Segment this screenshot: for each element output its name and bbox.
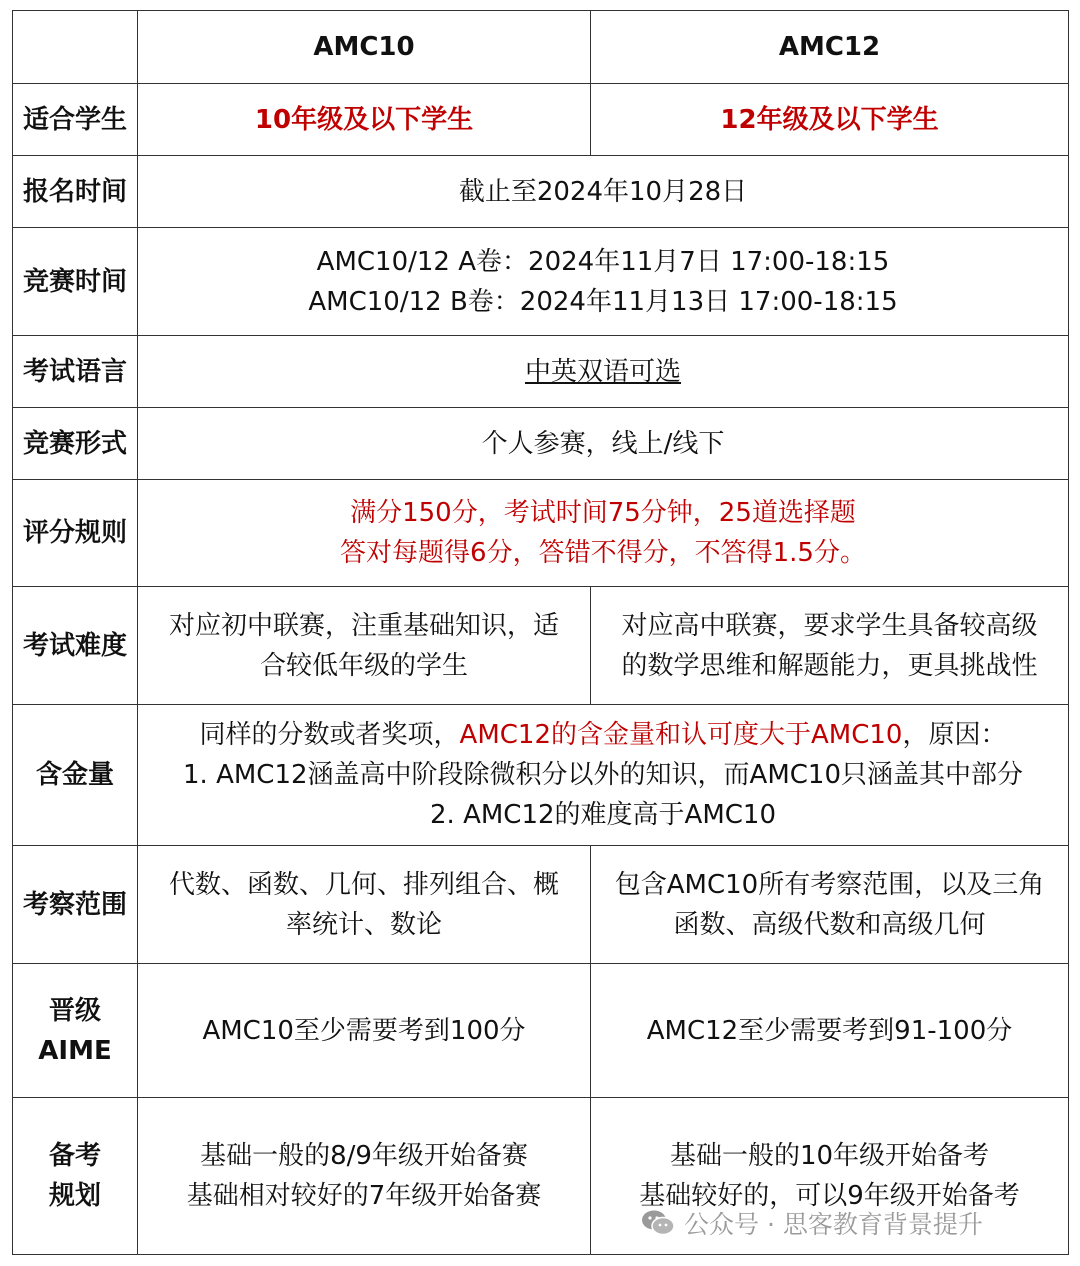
- value-line-3: 2. AMC12的难度高于AMC10: [430, 800, 776, 830]
- row-scope: [13, 846, 1069, 964]
- aime-amc10: AMC10至少需要考到100分: [138, 964, 591, 1098]
- scope-amc10-line-2: 率统计、数论: [285, 909, 442, 940]
- row-label-value: 含金量: [13, 705, 138, 846]
- language-value: 中英双语可选: [524, 356, 681, 387]
- value-line-1-highlight: AMC12的含金量和认可度大于AMC10: [459, 720, 903, 750]
- row-aime: [13, 964, 1069, 1098]
- row-suitable: [13, 84, 1069, 156]
- row-label-aime-line-2: AIME: [38, 1035, 112, 1066]
- row-label-registration: 报名时间: [13, 156, 138, 228]
- registration-deadline: 截止至2024年10月28日: [138, 156, 1069, 228]
- difficulty-amc12-line-1: 对应高中联赛，要求学生具备较高级: [621, 610, 1038, 641]
- difficulty-amc10-line-1: 对应初中联赛，注重基础知识，适: [168, 610, 559, 641]
- scope-amc12: [591, 846, 1069, 964]
- row-label-difficulty: 考试难度: [13, 587, 138, 705]
- value-line-2: 1. AMC12涵盖高中阶段除微积分以外的知识，而AMC10只涵盖其中部分: [183, 760, 1023, 790]
- scoring-line-1: 满分150分，考试时间75分钟，25道选择题: [350, 498, 856, 528]
- contest-time-b: AMC10/12 B卷：2024年11月13日 17:00-18:15: [308, 286, 898, 317]
- watermark-text: 公众号 · 思客教育背景提升: [684, 1210, 983, 1239]
- row-difficulty: [13, 587, 1069, 705]
- row-value: [13, 705, 1069, 846]
- scope-amc10: [138, 846, 591, 964]
- scoring-cell: [138, 480, 1069, 587]
- row-label-contest-time: 竞赛时间: [13, 228, 138, 336]
- suitable-amc10: 10年级及以下学生: [138, 84, 591, 156]
- scope-amc12-line-1: 包含AMC10所有考察范围，以及三角: [614, 869, 1045, 900]
- scoring-line-2: 答对每题得6分，答错不得分，不答得1.5分。: [340, 538, 866, 568]
- row-label-format: 竞赛形式: [13, 408, 138, 480]
- row-label-plan: [13, 1098, 138, 1255]
- row-scoring: [13, 480, 1069, 587]
- aime-amc12: AMC12至少需要考到91-100分: [591, 964, 1069, 1098]
- row-contest-time: [13, 228, 1069, 336]
- header-row: [13, 11, 1069, 84]
- difficulty-amc10-line-2: 合较低年级的学生: [259, 650, 468, 681]
- row-label-scope: 考察范围: [13, 846, 138, 964]
- corner-cell: [13, 11, 138, 84]
- difficulty-amc12-line-2: 的数学思维和解题能力，更具挑战性: [621, 650, 1038, 681]
- scope-amc12-line-2: 函数、高级代数和高级几何: [673, 909, 986, 940]
- plan-amc12-line-2: 基础较好的，可以9年级开始备考: [639, 1181, 1020, 1211]
- plan-amc10-line-1: 基础一般的8/9年级开始备赛: [200, 1141, 528, 1171]
- wechat-icon: [640, 1208, 676, 1238]
- suitable-amc12: 12年级及以下学生: [591, 84, 1069, 156]
- plan-amc10-line-2: 基础相对较好的7年级开始备赛: [186, 1181, 542, 1211]
- row-label-suitable: 适合学生: [13, 84, 138, 156]
- watermark: [640, 1205, 983, 1241]
- difficulty-amc10: [138, 587, 591, 705]
- header-amc10: AMC10: [138, 11, 591, 84]
- difficulty-amc12: [591, 587, 1069, 705]
- plan-amc10: [138, 1098, 591, 1255]
- row-language: [13, 336, 1069, 408]
- row-format: [13, 408, 1069, 480]
- row-label-plan-line-1: 备考: [48, 1141, 101, 1171]
- header-amc12: AMC12: [591, 11, 1069, 84]
- row-label-scoring: 评分规则: [13, 480, 138, 587]
- row-label-language: 考试语言: [13, 336, 138, 408]
- language-cell: [138, 336, 1069, 408]
- value-line-1-suffix: ，原因：: [902, 720, 1007, 750]
- format-value: 个人参赛，线上/线下: [138, 408, 1069, 480]
- row-registration: [13, 156, 1069, 228]
- scope-amc10-line-1: 代数、函数、几何、排列组合、概: [168, 869, 559, 900]
- comparison-table: [12, 10, 1069, 1255]
- contest-time-cell: [138, 228, 1069, 336]
- value-line-1: [144, 715, 1062, 755]
- value-cell: [138, 705, 1069, 846]
- row-label-aime: [13, 964, 138, 1098]
- row-label-plan-line-2: 规划: [48, 1181, 101, 1211]
- plan-amc12-line-1: 基础一般的10年级开始备考: [669, 1141, 990, 1171]
- value-line-1-prefix: 同样的分数或者奖项，: [199, 720, 460, 750]
- contest-time-a: AMC10/12 A卷：2024年11月7日 17:00-18:15: [316, 246, 890, 277]
- row-label-aime-line-1: 晋级: [48, 995, 101, 1026]
